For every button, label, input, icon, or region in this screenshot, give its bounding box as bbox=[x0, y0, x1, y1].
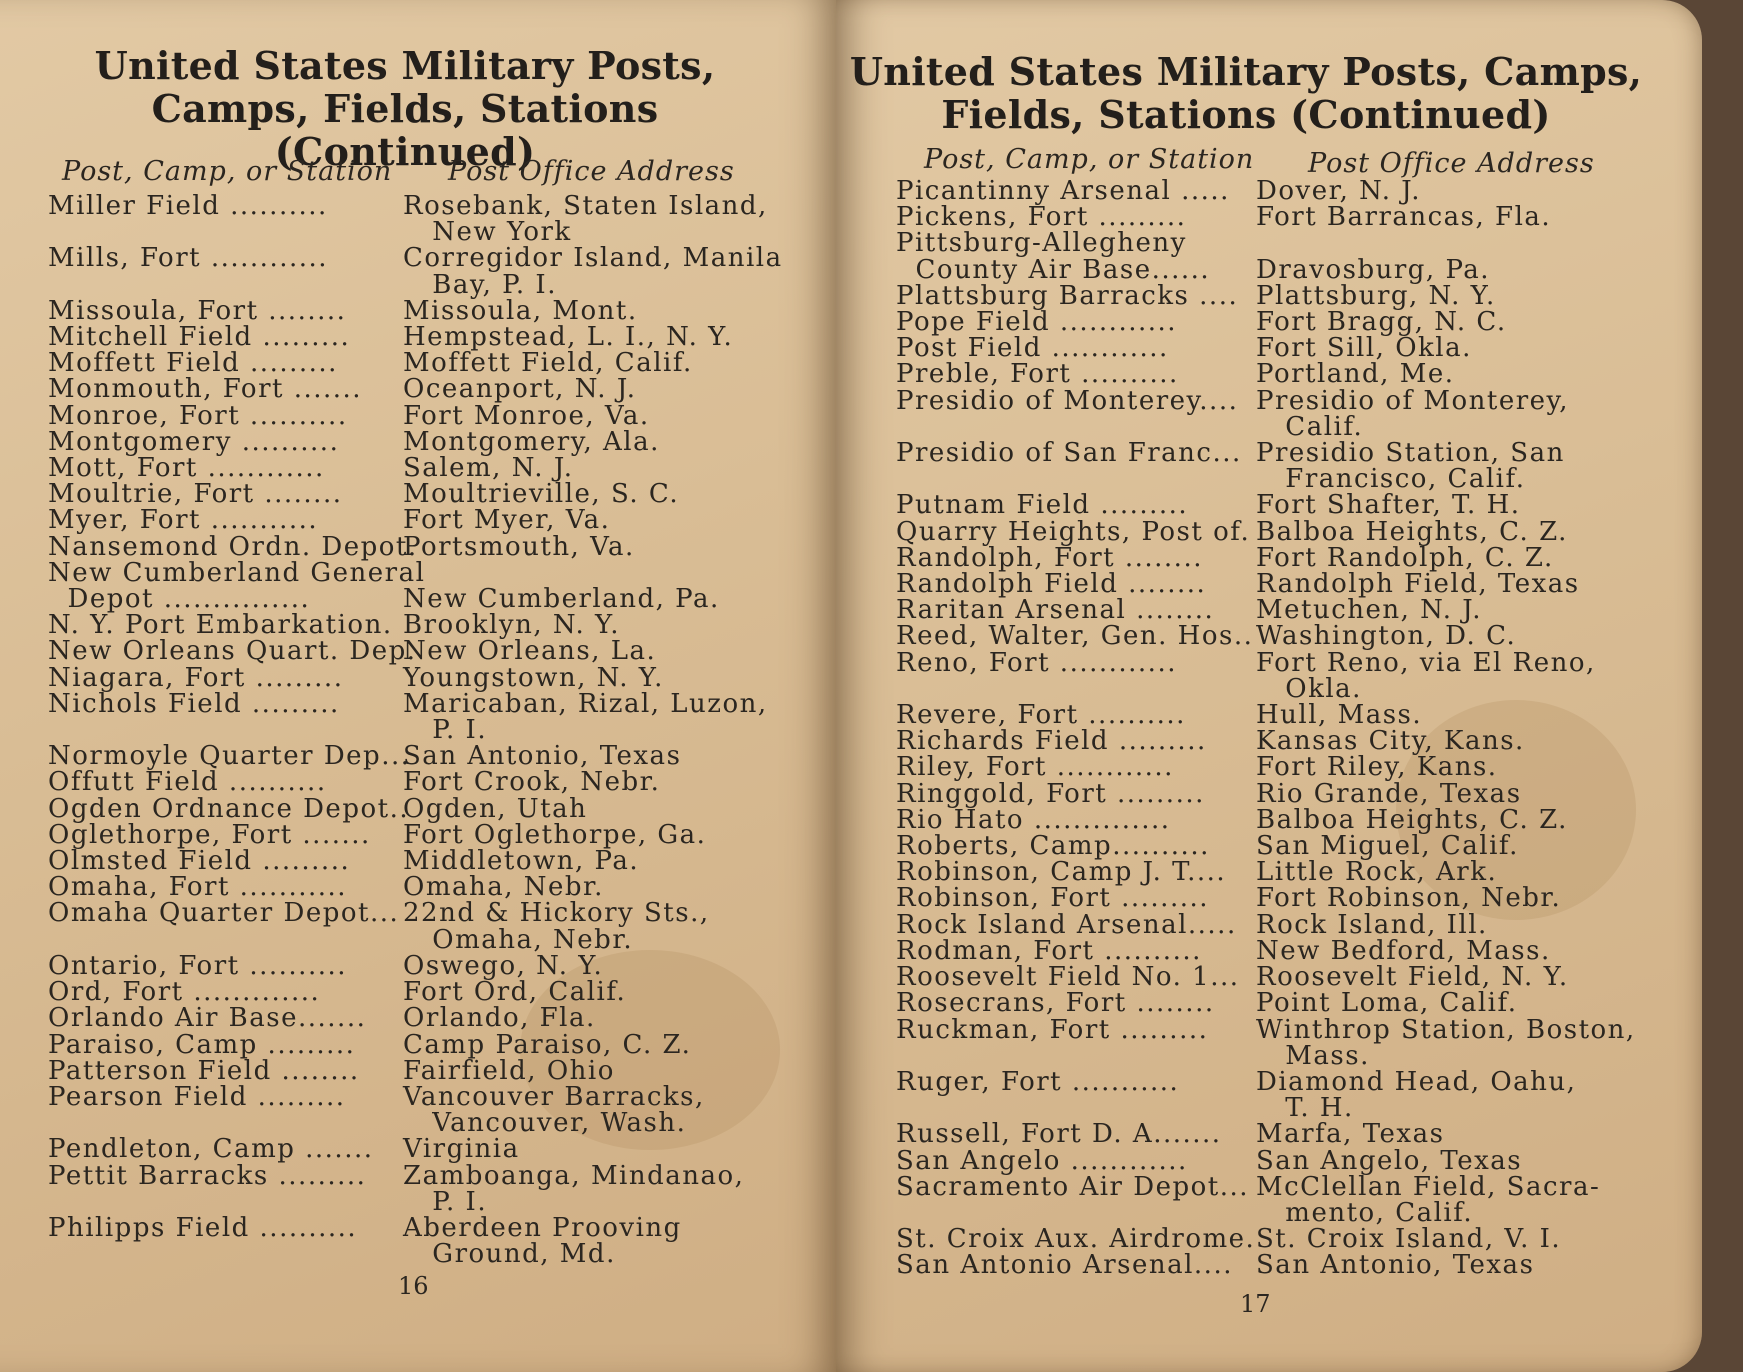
post-name: Myer, Fort ........... bbox=[48, 505, 319, 536]
post-office-address: Portsmouth, Va. bbox=[403, 531, 635, 562]
list-item bbox=[896, 1171, 1686, 1228]
list-item bbox=[48, 322, 788, 353]
list-item bbox=[48, 505, 788, 536]
list-item bbox=[48, 1160, 788, 1217]
post-name: Orlando Air Base....... bbox=[48, 1003, 367, 1034]
post-name: Putnam Field ......... bbox=[896, 490, 1189, 521]
list-item bbox=[48, 741, 788, 772]
post-office-address: Marfa, Texas bbox=[1256, 1119, 1445, 1150]
post-name: Nansemond Ordn. Depot. bbox=[48, 531, 418, 562]
list-item bbox=[48, 872, 788, 903]
right-page bbox=[836, 0, 1702, 1372]
post-office-address: Fort Oglethorpe, Ga. bbox=[403, 819, 707, 850]
list-item bbox=[48, 531, 788, 562]
post-name: San Antonio Arsenal.... bbox=[896, 1250, 1233, 1281]
column-header-post: Post, Camp, or Station bbox=[62, 156, 393, 187]
post-office-address: Oceanport, N. J. bbox=[403, 374, 637, 405]
post-office-address: New Orleans, La. bbox=[403, 636, 657, 667]
post-name: Monmouth, Fort ....... bbox=[48, 374, 363, 405]
page-title: United States Military Posts, Camps, Fields, Stations (Continued) bbox=[849, 49, 1643, 137]
post-name: Rock Island Arsenal..... bbox=[896, 909, 1237, 940]
list-item bbox=[896, 516, 1686, 547]
post-name: Ontario, Fort .......... bbox=[48, 950, 347, 981]
post-office-address: Presidio Station, San Francisco, Calif. bbox=[1256, 438, 1565, 495]
list-item bbox=[48, 400, 788, 431]
list-item bbox=[896, 700, 1686, 731]
post-name: St. Croix Aux. Airdrome. bbox=[896, 1224, 1256, 1255]
list-item bbox=[48, 295, 788, 326]
post-office-address: Fort Bragg, N. C. bbox=[1256, 307, 1507, 338]
post-office-address: Fort Sill, Okla. bbox=[1256, 333, 1472, 364]
list-item bbox=[896, 1250, 1686, 1281]
post-name: Plattsburg Barracks .... bbox=[896, 280, 1239, 311]
list-item bbox=[896, 988, 1686, 1019]
entry-list bbox=[896, 178, 1686, 1279]
list-item bbox=[48, 1003, 788, 1034]
post-office-address: Winthrop Station, Boston, Mass. bbox=[1256, 1014, 1636, 1071]
list-item bbox=[896, 280, 1686, 311]
post-name: Russell, Fort D. A....... bbox=[896, 1119, 1222, 1150]
list-item bbox=[48, 426, 788, 457]
post-office-address: New Cumberland, Pa. bbox=[403, 584, 720, 615]
list-item bbox=[896, 385, 1686, 442]
post-name: Mott, Fort ............ bbox=[48, 453, 325, 484]
post-office-address: San Miguel, Calif. bbox=[1256, 831, 1519, 862]
post-office-address: Presidio of Monterey, Calif. bbox=[1256, 385, 1570, 442]
list-item bbox=[896, 752, 1686, 783]
post-office-address: St. Croix Island, V. I. bbox=[1256, 1224, 1562, 1255]
post-office-address: Rio Grande, Texas bbox=[1256, 778, 1522, 809]
post-office-address: Kansas City, Kans. bbox=[1256, 726, 1525, 757]
list-item bbox=[896, 178, 1686, 204]
post-name: Moffett Field ......... bbox=[48, 348, 338, 379]
list-item bbox=[48, 557, 788, 615]
post-office-address: Fort Ord, Calif. bbox=[403, 977, 627, 1008]
post-name: Ruger, Fort ........... bbox=[896, 1066, 1180, 1097]
post-office-address: Portland, Me. bbox=[1256, 359, 1455, 390]
post-name: Presidio of San Franc... bbox=[896, 438, 1242, 469]
post-office-address: Rosebank, Staten Island, New York bbox=[403, 191, 768, 248]
post-office-address: San Antonio, Texas bbox=[403, 741, 682, 772]
post-office-address: 22nd & Hickory Sts., Omaha, Nebr. bbox=[403, 898, 710, 955]
list-item bbox=[896, 621, 1686, 652]
post-name: Pope Field ............ bbox=[896, 307, 1178, 338]
post-name: New Orleans Quart. Dep. bbox=[48, 636, 417, 667]
post-name: Paraiso, Camp ......... bbox=[48, 1029, 356, 1060]
post-office-address: Virginia bbox=[403, 1134, 520, 1165]
post-office-address: Dravosburg, Pa. bbox=[1256, 254, 1491, 285]
post-office-address: Fort Randolph, C. Z. bbox=[1256, 542, 1554, 573]
post-name: Pearson Field ......... bbox=[48, 1081, 346, 1112]
post-name: Sacramento Air Depot... bbox=[896, 1171, 1250, 1202]
list-item bbox=[48, 898, 788, 955]
post-name: Rodman, Fort .......... bbox=[896, 935, 1202, 966]
list-item bbox=[896, 883, 1686, 914]
post-office-address: Middletown, Pa. bbox=[403, 846, 640, 877]
post-name: Monroe, Fort .......... bbox=[48, 400, 348, 431]
post-name: Niagara, Fort ......... bbox=[48, 662, 344, 693]
list-item bbox=[48, 610, 788, 641]
list-item bbox=[896, 647, 1686, 704]
post-office-address: Orlando, Fla. bbox=[403, 1003, 596, 1034]
post-name: Randolph, Fort ........ bbox=[896, 542, 1203, 573]
post-name: Pittsburg-Allegheny County Air Base...... bbox=[896, 228, 1211, 285]
post-office-address: Roosevelt Field, N. Y. bbox=[1256, 962, 1569, 993]
post-name: Moultrie, Fort ........ bbox=[48, 479, 343, 510]
post-office-address: Fort Riley, Kans. bbox=[1256, 752, 1498, 783]
post-name: Robinson, Camp J. T.... bbox=[896, 857, 1227, 888]
list-item bbox=[896, 359, 1686, 390]
post-office-address: Fort Robinson, Nebr. bbox=[1256, 883, 1562, 914]
post-office-address: Point Loma, Calif. bbox=[1256, 988, 1518, 1019]
post-name: Oglethorpe, Fort ....... bbox=[48, 819, 371, 850]
post-office-address: Randolph Field, Texas bbox=[1256, 569, 1580, 600]
list-item bbox=[48, 950, 788, 981]
list-item bbox=[896, 831, 1686, 862]
post-office-address: Dover, N. J. bbox=[1256, 176, 1421, 206]
list-item bbox=[48, 453, 788, 484]
post-name: N. Y. Port Embarkation. bbox=[48, 610, 393, 641]
list-item bbox=[896, 1145, 1686, 1176]
list-item bbox=[48, 191, 788, 248]
list-item bbox=[896, 857, 1686, 888]
post-name: Nichols Field ......... bbox=[48, 688, 340, 719]
list-item bbox=[48, 1029, 788, 1060]
post-office-address: Hull, Mass. bbox=[1256, 700, 1423, 731]
list-item bbox=[896, 1119, 1686, 1150]
post-office-address: Fort Monroe, Va. bbox=[403, 400, 650, 431]
post-office-address: Balboa Heights, C. Z. bbox=[1256, 804, 1568, 835]
post-name: Rio Hato .............. bbox=[896, 804, 1171, 835]
post-office-address: Moultrieville, S. C. bbox=[403, 479, 680, 510]
post-office-address: Balboa Heights, C. Z. bbox=[1256, 516, 1568, 547]
post-name: Rosecrans, Fort ........ bbox=[896, 988, 1215, 1019]
post-name: Raritan Arsenal ........ bbox=[896, 595, 1215, 626]
post-name: Reno, Fort ............ bbox=[896, 647, 1177, 678]
post-office-address: Washington, D. C. bbox=[1256, 621, 1517, 652]
list-item bbox=[896, 804, 1686, 835]
list-item bbox=[896, 490, 1686, 521]
post-name: Missoula, Fort ........ bbox=[48, 295, 347, 326]
post-office-address: Fort Shafter, T. H. bbox=[1256, 490, 1521, 521]
list-item bbox=[896, 909, 1686, 940]
post-office-address: Aberdeen Prooving Ground, Md. bbox=[403, 1212, 682, 1270]
list-item bbox=[896, 307, 1686, 338]
list-item bbox=[48, 1055, 788, 1086]
post-name: Offutt Field .......... bbox=[48, 767, 327, 798]
post-office-address: Salem, N. J. bbox=[403, 453, 574, 484]
page-number: 17 bbox=[1240, 1290, 1271, 1318]
post-name: Ruckman, Fort ......... bbox=[896, 1014, 1209, 1045]
post-office-address: Little Rock, Ark. bbox=[1256, 857, 1498, 888]
post-name: Revere, Fort .......... bbox=[896, 700, 1186, 731]
list-item bbox=[896, 1224, 1686, 1255]
list-item bbox=[48, 348, 788, 379]
post-office-address: Fort Barrancas, Fla. bbox=[1256, 202, 1552, 233]
list-item bbox=[48, 767, 788, 798]
post-name: Preble, Fort .......... bbox=[896, 359, 1179, 390]
list-item bbox=[896, 962, 1686, 993]
post-office-address: Moffett Field, Calif. bbox=[403, 348, 693, 379]
post-name: Pendleton, Camp ....... bbox=[48, 1134, 374, 1165]
post-name: Randolph Field ........ bbox=[896, 569, 1207, 600]
post-office-address: Fort Myer, Va. bbox=[403, 505, 611, 536]
list-item bbox=[48, 793, 788, 824]
list-item bbox=[48, 662, 788, 693]
list-item bbox=[48, 1081, 788, 1139]
list-item bbox=[48, 1212, 788, 1270]
list-item bbox=[48, 374, 788, 405]
list-item bbox=[48, 688, 788, 746]
page-title: United States Military Posts, Camps, Fields, Stations (Continued) bbox=[94, 43, 716, 174]
list-item bbox=[896, 1066, 1686, 1124]
post-name: Ringgold, Fort ......... bbox=[896, 778, 1205, 809]
post-office-address: Camp Paraiso, C. Z. bbox=[403, 1029, 692, 1060]
list-item bbox=[48, 243, 788, 300]
list-item bbox=[48, 977, 788, 1008]
column-header-address: Post Office Address bbox=[448, 156, 735, 187]
left-page bbox=[0, 0, 836, 1372]
post-name: Picantinny Arsenal ..... bbox=[896, 176, 1230, 206]
post-office-address: Vancouver Barracks, Vancouver, Wash. bbox=[403, 1081, 705, 1139]
post-office-address: Fort Reno, via El Reno, Okla. bbox=[1256, 647, 1596, 704]
list-item bbox=[896, 595, 1686, 626]
list-item bbox=[896, 726, 1686, 757]
list-item bbox=[48, 479, 788, 510]
post-name: Philipps Field .......... bbox=[48, 1212, 358, 1243]
post-name: Riley, Fort ............ bbox=[896, 752, 1174, 783]
post-name: Mills, Fort ............ bbox=[48, 243, 329, 274]
post-name: Normoyle Quarter Dep... bbox=[48, 741, 411, 772]
list-item bbox=[896, 1014, 1686, 1071]
post-name: Richards Field ......... bbox=[896, 726, 1207, 757]
post-office-address: Plattsburg, N. Y. bbox=[1256, 280, 1496, 311]
post-office-address: McClellan Field, Sacra- mento, Calif. bbox=[1256, 1171, 1601, 1228]
post-name: Ogden Ordnance Depot.. bbox=[48, 793, 410, 824]
post-name: Mitchell Field ......... bbox=[48, 322, 351, 353]
list-item bbox=[896, 228, 1686, 285]
list-item bbox=[48, 819, 788, 850]
list-item bbox=[896, 438, 1686, 495]
post-office-address: Ogden, Utah bbox=[403, 793, 588, 824]
column-header-post: Post, Camp, or Station bbox=[924, 144, 1255, 175]
post-name: Pettit Barracks ......... bbox=[48, 1160, 367, 1191]
post-name: Omaha, Fort ........... bbox=[48, 872, 348, 903]
post-name: Presidio of Monterey.... bbox=[896, 385, 1239, 416]
list-item bbox=[48, 1134, 788, 1165]
list-item bbox=[48, 846, 788, 877]
post-office-address: Metuchen, N. J. bbox=[1256, 595, 1482, 626]
post-name: San Angelo ............ bbox=[896, 1145, 1188, 1176]
post-name: Ord, Fort ............. bbox=[48, 977, 321, 1008]
post-office-address: Montgomery, Ala. bbox=[403, 426, 660, 457]
post-name: New Cumberland General Depot ............... bbox=[48, 557, 426, 615]
list-item bbox=[48, 636, 788, 667]
post-office-address: Missoula, Mont. bbox=[403, 295, 638, 326]
post-name: Pickens, Fort ......... bbox=[896, 202, 1187, 233]
post-name: Olmsted Field ......... bbox=[48, 846, 351, 877]
post-office-address: Oswego, N. Y. bbox=[403, 950, 604, 981]
post-office-address: Maricaban, Rizal, Luzon, P. I. bbox=[403, 688, 768, 746]
post-office-address: Diamond Head, Oahu, T. H. bbox=[1256, 1066, 1577, 1124]
post-office-address: Youngstown, N. Y. bbox=[403, 662, 664, 693]
post-name: Quarry Heights, Post of. bbox=[896, 516, 1251, 547]
post-office-address: Fairfield, Ohio bbox=[403, 1055, 615, 1086]
post-name: Miller Field .......... bbox=[48, 191, 328, 221]
post-name: Post Field ............ bbox=[896, 333, 1169, 364]
post-office-address: San Angelo, Texas bbox=[1256, 1145, 1523, 1176]
post-office-address: Zamboanga, Mindanao, P. I. bbox=[403, 1160, 745, 1217]
post-name: Omaha Quarter Depot... bbox=[48, 898, 400, 929]
list-item bbox=[896, 778, 1686, 809]
post-name: Montgomery .......... bbox=[48, 426, 340, 457]
post-office-address: Fort Crook, Nebr. bbox=[403, 767, 661, 798]
page-number: 16 bbox=[398, 1272, 429, 1300]
post-name: Reed, Walter, Gen. Hos.. bbox=[896, 621, 1254, 652]
entry-list bbox=[48, 191, 788, 1270]
post-name: Roberts, Camp.......... bbox=[896, 831, 1210, 862]
list-item bbox=[896, 333, 1686, 364]
list-item bbox=[896, 202, 1686, 233]
post-office-address: Brooklyn, N. Y. bbox=[403, 610, 621, 641]
list-item bbox=[896, 542, 1686, 573]
post-office-address: San Antonio, Texas bbox=[1256, 1250, 1535, 1281]
column-header-address: Post Office Address bbox=[1308, 148, 1595, 179]
post-name: Roosevelt Field No. 1... bbox=[896, 962, 1240, 993]
post-name: Patterson Field ........ bbox=[48, 1055, 360, 1086]
post-office-address: Rock Island, Ill. bbox=[1256, 909, 1488, 940]
post-name: Robinson, Fort ......... bbox=[896, 883, 1209, 914]
post-office-address: Corregidor Island, Manila Bay, P. I. bbox=[403, 243, 783, 300]
post-office-address: New Bedford, Mass. bbox=[1256, 935, 1551, 966]
post-office-address: Hempstead, L. I., N. Y. bbox=[403, 322, 734, 353]
list-item bbox=[896, 935, 1686, 966]
list-item bbox=[896, 569, 1686, 600]
post-office-address: Omaha, Nebr. bbox=[403, 872, 604, 903]
